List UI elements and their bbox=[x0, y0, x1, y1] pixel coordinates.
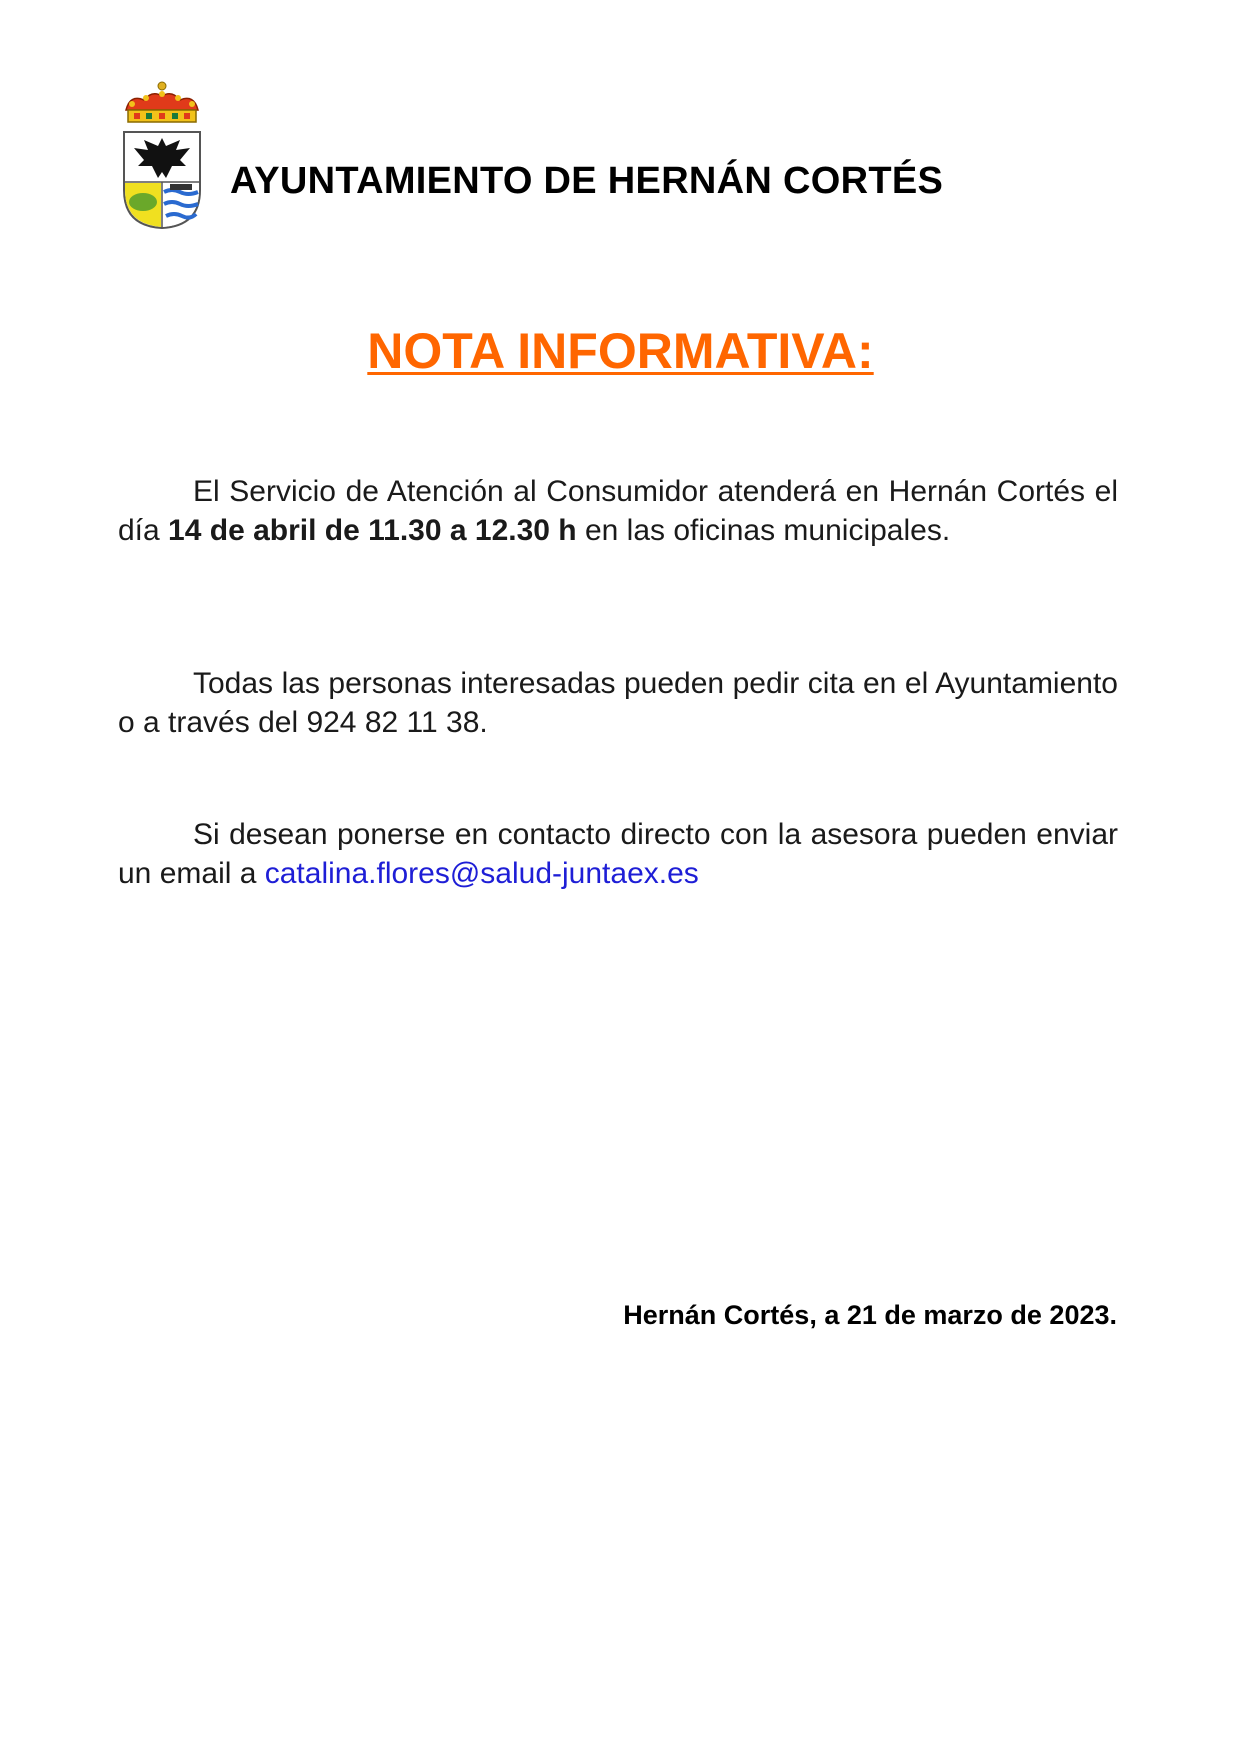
organization-name: AYUNTAMIENTO DE HERNÁN CORTÉS bbox=[230, 160, 944, 202]
paragraph-text: Si desean ponerse en contacto directo con la asesora pueden enviar un email a bbox=[118, 818, 1118, 890]
paragraph-contact bbox=[118, 815, 1118, 893]
paragraph-text: El Servicio de Atención al Consumidor atenderá en Hernán Cortés el día bbox=[118, 475, 1118, 547]
paragraph-text: Todas las personas interesadas pueden pedir cita en el Ayuntamiento o a través del 924 82 11 38. bbox=[118, 667, 1118, 739]
email-link[interactable]: catalina.flores@salud-juntaex.es bbox=[264, 857, 699, 890]
paragraph-appointment bbox=[118, 664, 1118, 742]
paragraph-text: en las oficinas municipales. bbox=[576, 514, 951, 547]
paragraph-schedule bbox=[118, 472, 1118, 550]
signature-date: Hernán Cortés, a 21 de marzo de 2023. bbox=[623, 1300, 1117, 1330]
schedule-highlight: 14 de abril de 11.30 a 12.30 h bbox=[168, 514, 577, 547]
header bbox=[120, 80, 1120, 230]
page-title: NOTA INFORMATIVA: bbox=[367, 323, 874, 379]
coat-of-arms-icon bbox=[120, 80, 204, 230]
